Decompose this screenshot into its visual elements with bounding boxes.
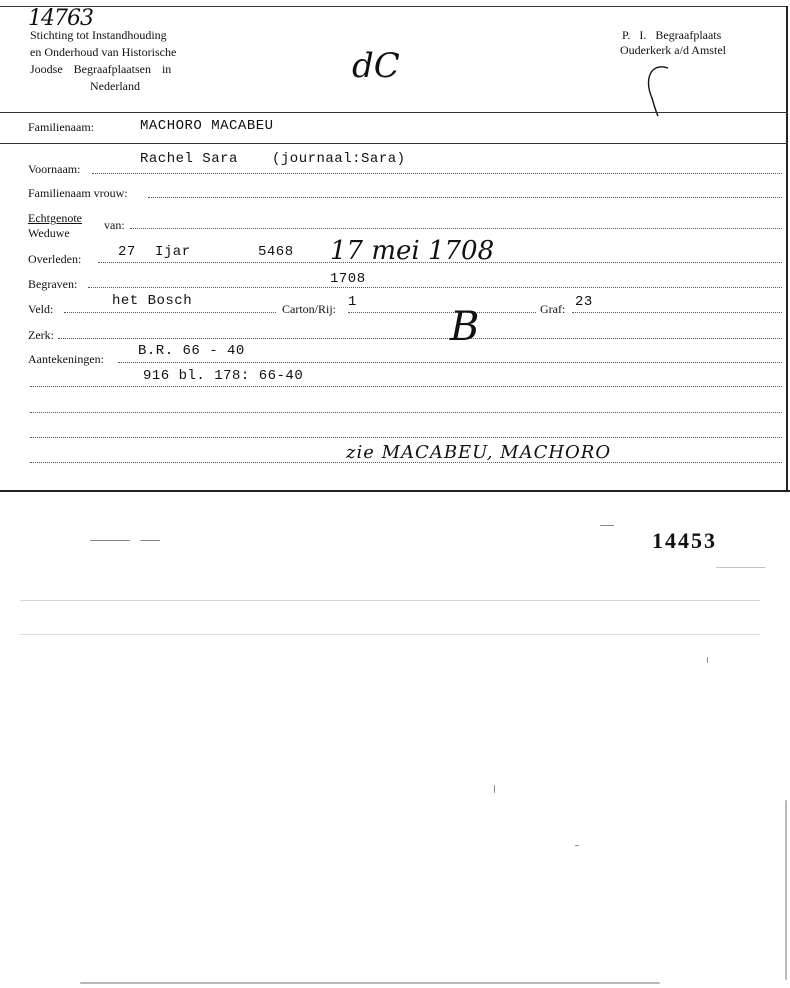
- familienaam-divider: [0, 143, 788, 144]
- stamp-number: 14453: [652, 528, 717, 553]
- label-graf: Graf:: [540, 302, 566, 316]
- label-familienaam: Familienaam:: [28, 120, 94, 134]
- value-aantekening-2: 916 bl. 178: 66-40: [143, 368, 304, 384]
- line-van: [130, 228, 782, 229]
- card-top-edge: [0, 6, 788, 7]
- line-zerk: [58, 338, 782, 339]
- scan-noise: [140, 540, 160, 541]
- value-zerk-handwritten: B: [450, 304, 480, 350]
- line-aantekeningen-2: [30, 386, 782, 387]
- line-aantekeningen-1: [118, 362, 782, 363]
- org-line-4: Nederland: [90, 79, 140, 93]
- label-van: van:: [104, 218, 125, 232]
- value-begraven: 1708: [330, 271, 366, 287]
- scan-noise: [494, 785, 495, 793]
- pen-stroke-mark: [640, 60, 680, 120]
- line-veld: [64, 312, 276, 313]
- header-divider: [0, 112, 788, 113]
- line-begraven: [88, 287, 782, 288]
- line-voornaam: [92, 173, 782, 174]
- handwritten-code: dC: [352, 46, 400, 86]
- handwritten-card-number: 14763: [28, 6, 93, 31]
- scan-noise: [20, 600, 760, 601]
- label-zerk: Zerk:: [28, 328, 54, 342]
- value-overleden-month: Ijar: [155, 244, 191, 260]
- line-aantekeningen-3: [30, 412, 782, 413]
- label-overleden: Overleden:: [28, 252, 82, 266]
- label-veld: Veld:: [28, 302, 54, 316]
- value-carton-rij: 1: [348, 294, 357, 310]
- index-card: [0, 0, 790, 492]
- scan-noise: [716, 567, 766, 568]
- line-aantekeningen-4: [30, 437, 782, 438]
- value-veld: het Bosch: [112, 293, 193, 309]
- scan-noise: [20, 634, 760, 635]
- cemetery-line-2: Ouderkerk a/d Amstel: [620, 43, 726, 57]
- value-overleden-year: 5468: [258, 244, 294, 260]
- label-begraven: Begraven:: [28, 277, 78, 291]
- label-echtgenote: Echtgenote: [28, 211, 82, 225]
- line-familienaam-vrouw: [148, 197, 782, 198]
- line-graf: [572, 312, 782, 313]
- scan-noise: [90, 540, 130, 541]
- value-graf: 23: [575, 294, 593, 310]
- scan-noise: [600, 525, 614, 526]
- scan-right-edge: [785, 800, 787, 980]
- value-aantekening-1: B.R. 66 - 40: [138, 343, 245, 359]
- scan-noise: [707, 657, 708, 663]
- label-aantekeningen: Aantekeningen:: [28, 352, 104, 366]
- card-right-edge: [786, 6, 788, 490]
- value-overleden-day: 27: [118, 244, 136, 260]
- org-line-3: Joodse Begraafplaatsen in: [30, 62, 172, 76]
- value-overleden-handwritten: 17 mei 1708: [330, 236, 495, 266]
- cemetery-line-1: P. I. Begraafplaats: [622, 28, 722, 42]
- label-voornaam: Voornaam:: [28, 162, 81, 176]
- value-familienaam: MACHORO MACABEU: [140, 118, 274, 134]
- value-voornaam-note: (journaal:Sara): [272, 151, 406, 167]
- line-carton-rij: [348, 312, 536, 313]
- scan-noise: [575, 845, 579, 846]
- scan-bottom-edge: [80, 982, 660, 984]
- label-weduwe: Weduwe: [28, 226, 70, 240]
- label-carton-rij: Carton/Rij:: [282, 302, 336, 316]
- value-voornaam: Rachel Sara: [140, 151, 238, 167]
- org-line-2: en Onderhoud van Historische: [30, 45, 177, 59]
- label-familienaam-vrouw: Familienaam vrouw:: [28, 186, 128, 200]
- org-line-1: Stichting tot Instandhouding: [30, 28, 167, 42]
- value-handwritten-note: zie MACABEU, MACHORO: [346, 442, 612, 463]
